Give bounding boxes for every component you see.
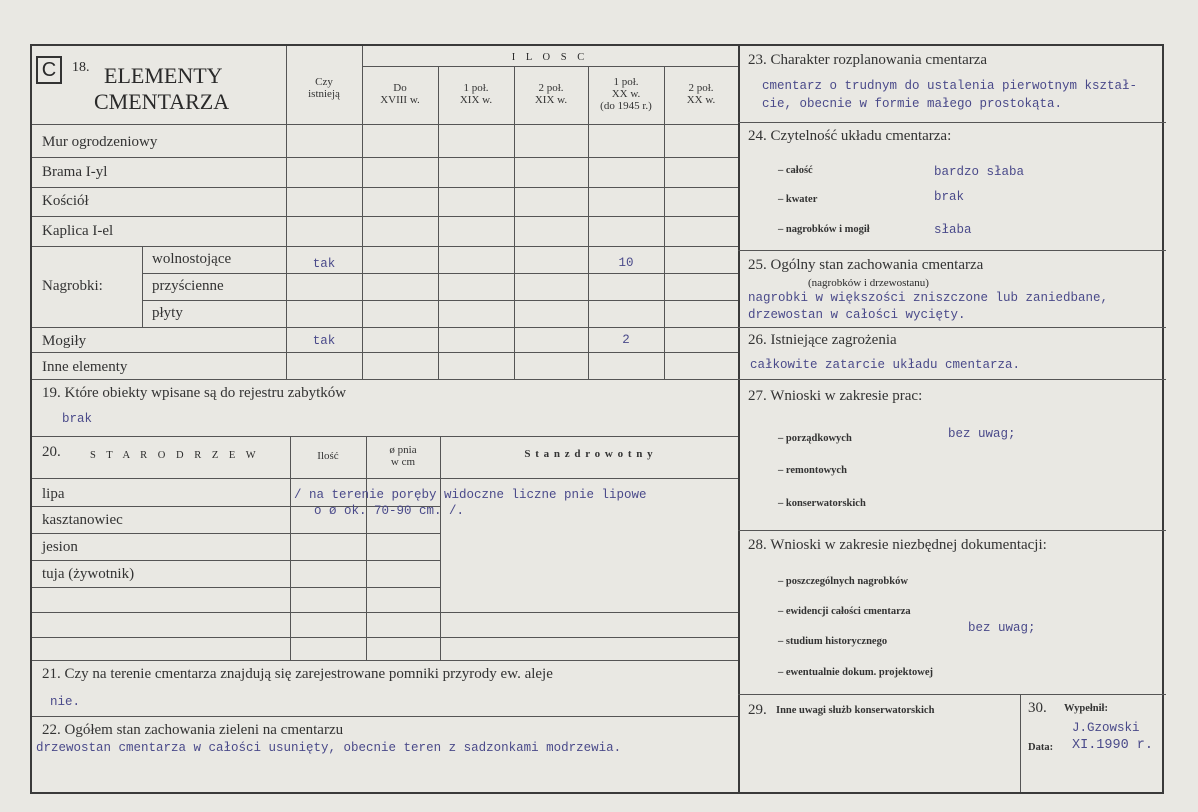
wolnostojace-czy: tak xyxy=(312,257,336,271)
col4-l1: 1 poł. xyxy=(613,76,639,88)
s24-nagrobkow: – nagrobków i mogił xyxy=(778,224,870,235)
s28-label: 28. Wnioski w zakresie niezbędnej dokumentacji: xyxy=(748,537,1047,553)
row-nagrobki: Nagrobki: xyxy=(42,278,103,294)
col1-l2: XVIII w. xyxy=(380,94,420,107)
s25-value-line1: nagrobki w większości zniszczone lub zaniedbane, xyxy=(748,291,1109,305)
s27-porzadkowych: – porządkowych xyxy=(778,433,852,444)
ilosc-header: I L O S C xyxy=(511,52,589,63)
s24-kwater: – kwater xyxy=(778,194,818,205)
c-letter: C xyxy=(41,59,57,81)
s27-label: 27. Wnioski w zakresie prac: xyxy=(748,388,923,404)
record-card xyxy=(30,44,1164,794)
center-divider xyxy=(738,46,740,792)
s22-label: 22. Ogółem stan zachowania zieleni na cmentarzu xyxy=(42,722,344,738)
col3-l1: 2 poł. xyxy=(538,82,564,94)
row-plyty: płyty xyxy=(152,305,183,321)
s23-label: 23. Charakter rozplanowania cmentarza xyxy=(748,52,988,68)
s20-number: 20. xyxy=(42,444,61,460)
czy-header xyxy=(286,76,362,100)
s30-date-label: Data: xyxy=(1028,742,1054,753)
c-letter-box xyxy=(36,56,62,84)
s24-kwater-value: brak xyxy=(934,190,965,204)
s24-calosc: – całość xyxy=(778,165,813,176)
col-header-5 xyxy=(664,82,738,106)
s26-label: 26. Istniejące zagrożenia xyxy=(748,332,897,348)
s28-value: bez uwag; xyxy=(968,621,1036,635)
col5-l2: XX w. xyxy=(686,94,716,107)
s28-studium: – studium historycznego xyxy=(778,636,888,647)
mogily-czy: tak xyxy=(312,334,336,348)
s24-label: 24. Czytelność układu cmentarza: xyxy=(748,128,952,144)
czy-line2: istnieją xyxy=(308,88,340,101)
col5-l1: 2 poł. xyxy=(688,82,714,94)
row-kosciol: Kościół xyxy=(42,193,89,209)
s25-label: 25. Ogólny stan zachowania cmentarza xyxy=(748,257,984,273)
s19-value: brak xyxy=(62,412,93,426)
s30-date: XI.1990 r. xyxy=(1072,738,1154,753)
s20-title: S T A R O D R Z E W xyxy=(90,450,260,461)
tree-jesion: jesion xyxy=(42,539,78,555)
col2-l2: XIX w. xyxy=(459,94,493,107)
s20-pnia-l1: ø pnia xyxy=(389,444,417,456)
page-title-line2: CMENTARZA xyxy=(94,89,230,114)
col4-l3: (do 1945 r.) xyxy=(600,100,652,113)
s29-number: 29. xyxy=(748,702,767,718)
row-mogily: Mogiły xyxy=(42,333,87,349)
s20-pnia-l2: w cm xyxy=(390,456,416,469)
row-mur: Mur ogrodzeniowy xyxy=(42,134,158,150)
row-przyscienne: przyścienne xyxy=(152,278,224,294)
col4-l2: XX w. xyxy=(611,88,641,101)
s30-label: Wypełnił: xyxy=(1064,703,1108,714)
s26-value: całkowite zatarcie układu cmentarza. xyxy=(750,358,1021,372)
section-number: 18. xyxy=(72,60,90,75)
s25-value-line2: drzewostan w całości wycięty. xyxy=(748,308,966,322)
s30-name: J.Gzowski xyxy=(1072,721,1140,735)
col3-l2: XIX w. xyxy=(534,94,568,107)
row-brama: Brama I-yl xyxy=(42,164,108,180)
row-wolnostojace: wolnostojące xyxy=(152,251,232,267)
s20-pnia-header xyxy=(366,444,440,468)
col1-l1: Do xyxy=(393,82,407,94)
s27-remontowych: – remontowych xyxy=(778,465,847,476)
czy-line1: Czy xyxy=(315,76,333,88)
s28-nagrobkow: – poszczególnych nagrobków xyxy=(778,576,908,587)
s22-value: drzewostan cmentarza w całości usunięty, obecnie teren z sadzonkami modrzewia. xyxy=(36,741,622,755)
s20-note-line1: / na terenie poręby widoczne liczne pnie lipowe xyxy=(294,488,647,502)
s21-label: 21. Czy na terenie cmentarza znajdują się zarejestrowane pomniki przyrody ew. aleje xyxy=(42,666,553,682)
row-kaplica: Kaplica I-el xyxy=(42,223,114,239)
col-header-3 xyxy=(514,82,588,106)
s28-projektowej: – ewentualnie dokum. projektowej xyxy=(778,667,933,678)
s27-konserwatorskich: – konserwatorskich xyxy=(778,498,866,509)
s25-sublabel: (nagrobków i drzewostanu) xyxy=(808,277,929,289)
tree-lipa: lipa xyxy=(42,486,65,502)
s30-number: 30. xyxy=(1028,700,1047,716)
row-inne: Inne elementy xyxy=(42,359,128,375)
s29-label: Inne uwagi służb konserwatorskich xyxy=(776,705,935,716)
tree-tuja: tuja (żywotnik) xyxy=(42,566,135,582)
s23-value-line2: cie, obecnie w formie małego prostokąta. xyxy=(762,97,1063,111)
s24-nagrobkow-value: słaba xyxy=(934,223,972,237)
s27-porzadkowych-value: bez uwag; xyxy=(948,427,1016,441)
s28-ewidencji: – ewidencji całości cmentarza xyxy=(778,606,911,617)
tree-kasztanowiec: kasztanowiec xyxy=(42,512,123,528)
s20-note-line2: o ø ok. 70-90 cm. /. xyxy=(314,504,465,518)
mogily-ilosc: 2 xyxy=(622,333,630,347)
s24-calosc-value: bardzo słaba xyxy=(934,165,1025,179)
col-header-4 xyxy=(588,76,664,112)
s20-stan-header: S t a n z d r o w o t n y xyxy=(524,448,654,460)
s20-ilosc-header: Ilość xyxy=(317,450,339,462)
s19-label: 19. Które obiekty wpisane są do rejestru zabytków xyxy=(42,385,347,401)
page-title-line1: ELEMENTY xyxy=(104,63,223,88)
s23-value-line1: cmentarz o trudnym do ustalenia pierwotnym kształ- xyxy=(762,79,1138,93)
col-header-1 xyxy=(362,82,438,106)
wolnostojace-ilosc: 10 xyxy=(618,256,634,270)
col-header-2 xyxy=(438,82,514,106)
s21-value: nie. xyxy=(50,695,81,709)
col2-l1: 1 poł. xyxy=(463,82,489,94)
